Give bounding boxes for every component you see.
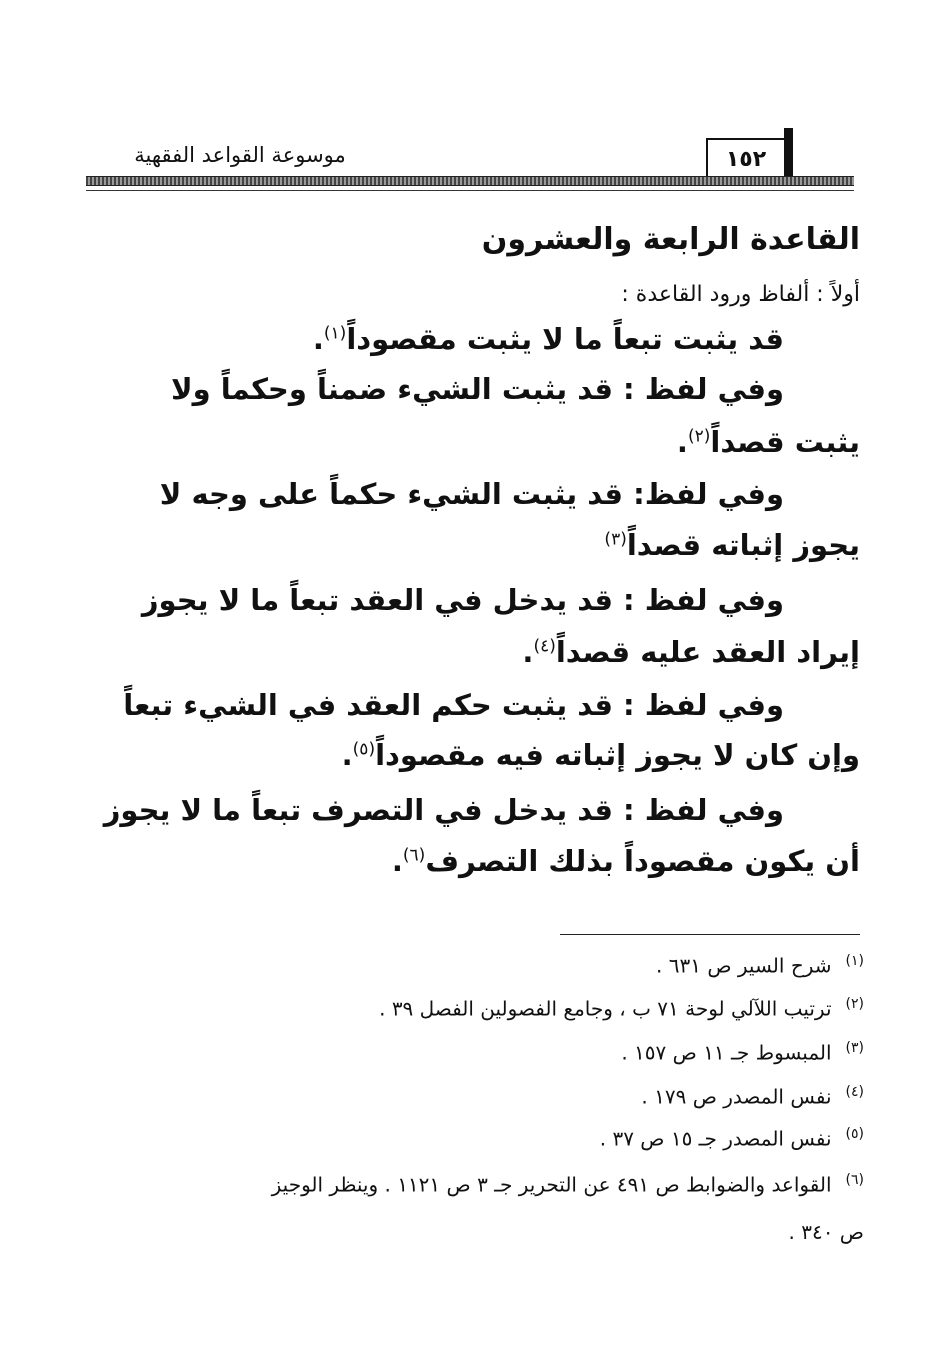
footnote: $^{(١)}$شرح السير ص ٦٣١ . [656, 953, 864, 978]
footnote-ref: (٢) [687, 426, 711, 447]
text-line: وفي لفظ : قد يدخل في العقد تبعاً ما لا يجوز [141, 583, 784, 617]
footnote-separator [560, 934, 860, 935]
text-line: وإن كان لا يجوز إثباته فيه مقصوداً$^{(٥)}$. [341, 738, 860, 772]
footnote: $^{(٦)}$القواعد والضوابط ص ٤٩١ عن التحرير جـ ٣ ص ١١٢١ . وينظر الوجيز [271, 1172, 864, 1197]
footnote-number: (٣) [845, 1040, 864, 1056]
footnote: $^{(٣)}$المبسوط جـ ١١ ص ١٥٧ . [621, 1040, 864, 1065]
footnote: $^{(٢)}$ترتيب اللآلي لوحة ٧١ ب ، وجامع الفصولين الفصل ٣٩ . [379, 996, 864, 1021]
text-line: يجوز إثباته قصداً$^{(٣)}$ [604, 528, 860, 562]
footnote-ref: (٥) [352, 739, 376, 760]
text-line: وفي لفظ : قد يثبت حكم العقد في الشيء تبعاً [123, 688, 784, 722]
text-line: يثبت قصداً$^{(٢)}$. [676, 425, 860, 459]
footnote-number: (١) [845, 953, 864, 969]
text-line: وفي لفظ: قد يثبت الشيء حكماً على وجه لا [159, 477, 784, 511]
text-line: أن يكون مقصوداً بذلك التصرف$^{(٦)}$. [391, 844, 860, 878]
text-line: وفي لفظ : قد يدخل في التصرف تبعاً ما لا يجوز [103, 793, 784, 827]
footnote: $^{(٥)}$نفس المصدر جـ ١٥ ص ٣٧ . [599, 1126, 864, 1151]
footnote-number: (٦) [845, 1172, 864, 1188]
page-number-spine [784, 128, 793, 180]
footnote-number: (٢) [845, 996, 864, 1012]
footnote-ref: (٤) [533, 636, 556, 657]
header-thin-rule [86, 190, 854, 191]
subheading: أولاً : ألفاظ ورود القاعدة : [621, 282, 860, 307]
footnote: $^{(٤)}$نفس المصدر ص ١٧٩ . [641, 1084, 864, 1109]
page-number: ١٥٢ [706, 138, 784, 178]
footnote-ref: (٣) [604, 529, 627, 550]
footnote-continuation: ص ٣٤٠ . [788, 1220, 864, 1244]
rule-title: القاعدة الرابعة والعشرون [481, 222, 860, 257]
footnote-ref: (١) [323, 323, 347, 344]
footnote-ref: (٦) [402, 845, 426, 866]
running-title: موسوعة القواعد الفقهية [134, 143, 346, 167]
footnote-number: (٥) [845, 1126, 864, 1142]
text-line: إيراد العقد عليه قصداً$^{(٤)}$. [522, 635, 860, 669]
footnote-number: (٤) [845, 1084, 864, 1100]
header-rule [86, 176, 854, 186]
text-line: وفي لفظ : قد يثبت الشيء ضمناً وحكماً ولا [171, 372, 784, 406]
text-line: قد يثبت تبعاً ما لا يثبت مقصوداً$^{(١)}$. [312, 322, 784, 356]
